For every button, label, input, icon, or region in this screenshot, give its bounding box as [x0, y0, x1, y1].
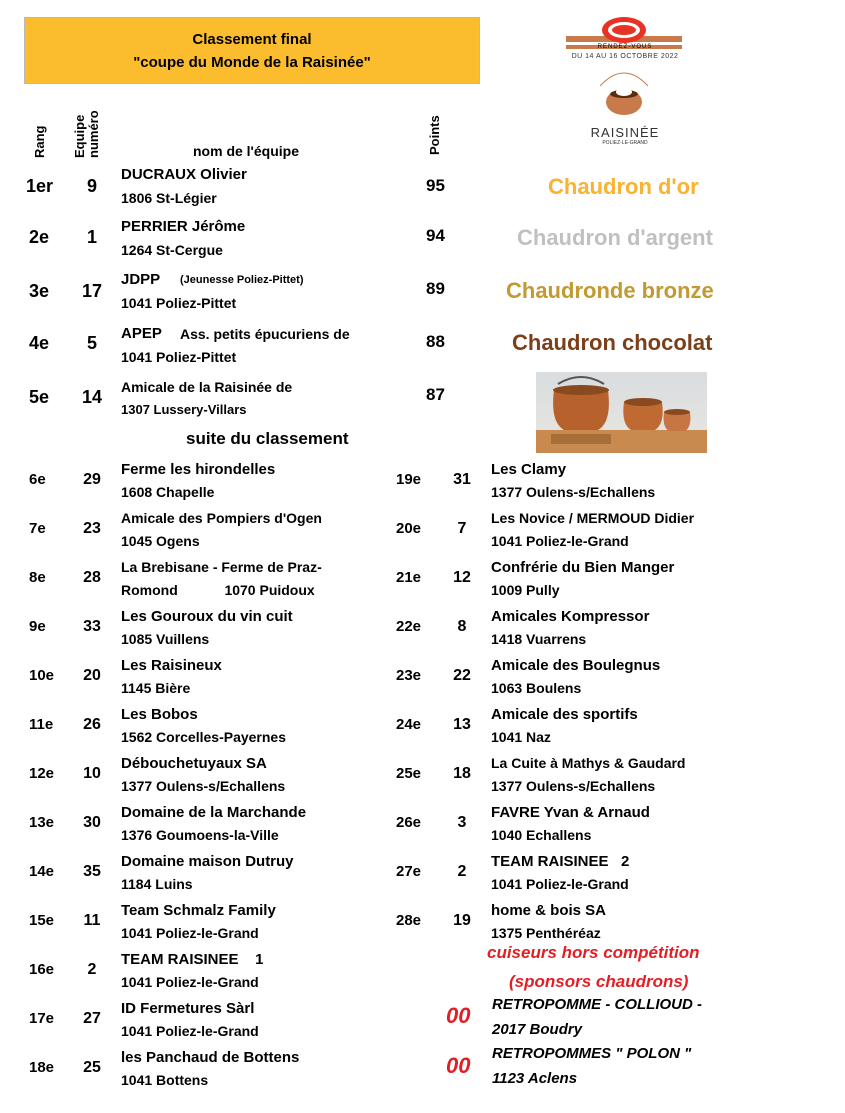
rank: 16e: [29, 961, 55, 978]
team-number: 11: [83, 912, 101, 929]
team-number: 12: [453, 569, 471, 586]
rank: 15e: [29, 912, 55, 929]
rank: 11e: [29, 716, 54, 733]
rank: 2e: [29, 227, 50, 247]
points: 94: [426, 226, 445, 245]
team-city: 1377 Oulens-s/Echallens: [491, 484, 656, 500]
award-gold: Chaudron d'or: [548, 174, 699, 199]
team-city: 1063 Boulens: [491, 680, 582, 696]
team-city: 1009 Pully: [491, 582, 560, 598]
rank: 18e: [29, 1059, 55, 1076]
header-nom: nom de l'équipe: [193, 143, 300, 159]
header-equipe: [73, 110, 101, 158]
team-number: 29: [83, 471, 101, 488]
header-numero-word: numéro: [86, 110, 101, 158]
team-number: 26: [83, 716, 101, 733]
rank: 22e: [396, 618, 422, 635]
rank: 1er: [26, 176, 54, 196]
team-city: 1377 Oulens-s/Echallens: [121, 778, 286, 794]
rank: 8e: [29, 569, 46, 586]
team-name: Amicale de la Raisinée de: [121, 379, 293, 395]
rank: 17e: [29, 1010, 55, 1027]
team-city: 1041 Poliez-le-Grand: [491, 876, 629, 892]
rank: 7e: [29, 520, 46, 537]
team-name: les Panchaud de Bottens: [121, 1049, 300, 1066]
rank: 19e: [396, 471, 422, 488]
team-name: PERRIER Jérôme: [121, 218, 246, 235]
team-number: 7: [457, 520, 467, 537]
team-number: 17: [81, 281, 103, 301]
sponsor-name: RETROPOMMES " POLON ": [492, 1045, 692, 1062]
team-name: APEP: [121, 325, 162, 342]
team-number: 1: [86, 227, 97, 247]
team-city: 1041 Poliez-le-Grand: [121, 1023, 259, 1039]
team-name: Les Clamy: [491, 461, 567, 478]
rank: 25e: [396, 765, 422, 782]
team-city: 1041 Poliez-le-Grand: [121, 974, 259, 990]
team-city: 1041 Poliez-le-Grand: [491, 533, 629, 549]
points: 95: [426, 176, 445, 195]
rank: 27e: [396, 863, 422, 880]
points: 88: [426, 332, 445, 351]
title-line-2: "coupe du Monde de la Raisinée": [133, 54, 371, 71]
team-name: Team Schmalz Family: [121, 902, 276, 919]
header-equipe-word: Equipe: [72, 114, 87, 158]
points: 87: [426, 385, 445, 404]
team-city: 1264 St-Cergue: [121, 242, 223, 258]
rank: 26e: [396, 814, 422, 831]
team-city: 1377 Oulens-s/Echallens: [491, 778, 656, 794]
rank: 28e: [396, 912, 422, 929]
team-city: 1041 Bottens: [121, 1072, 209, 1088]
team-city: 1085 Vuillens: [121, 631, 210, 647]
team-city: 1418 Vuarrens: [491, 631, 587, 647]
team-city: 1041 Naz: [491, 729, 551, 745]
team-note: Ass. petits épucuriens de: [180, 326, 350, 342]
title-box: [24, 17, 480, 84]
team-name: TEAM RAISINEE 2: [491, 853, 630, 870]
team-number: 8: [457, 618, 467, 635]
team-name: Amicale des Boulegnus: [491, 657, 661, 674]
team-city: Romond 1070 Puidoux: [121, 582, 315, 598]
team-city: 1145 Bière: [121, 680, 191, 696]
team-name: Les Raisineux: [121, 657, 222, 674]
rank: 6e: [29, 471, 46, 488]
team-name: Confrérie du Bien Manger: [491, 559, 675, 576]
team-city: 1608 Chapelle: [121, 484, 215, 500]
team-number: 14: [81, 387, 103, 407]
team-name: TEAM RAISINEE 1: [121, 951, 264, 968]
team-city: 1562 Corcelles-Payernes: [121, 729, 286, 745]
sponsor-score: 00: [446, 1003, 471, 1028]
logo-rendez: RENDEZ-VOUS: [597, 44, 653, 50]
team-number: 22: [453, 667, 471, 684]
award-silver: Chaudron d'argent: [517, 225, 713, 250]
rank: 20e: [396, 520, 422, 537]
team-name: JDPP: [121, 271, 161, 288]
award-bronze: Chaudronde bronze: [506, 278, 714, 303]
team-city: 1045 Ogens: [121, 533, 200, 549]
cauldrons-image: [536, 372, 707, 453]
event-logo: [560, 14, 690, 149]
team-name: Les Novice / MERMOUD Didier: [491, 510, 695, 526]
team-number: 33: [83, 618, 101, 635]
header-points: Points: [427, 115, 442, 155]
team-number: 35: [83, 863, 101, 880]
team-name: La Cuite à Mathys & Gaudard: [491, 755, 686, 771]
team-name: La Brebisane - Ferme de Praz-: [121, 559, 322, 575]
cauldrons-photo: [536, 372, 707, 453]
hors-subtitle: (sponsors chaudrons): [509, 972, 689, 991]
team-number: 10: [83, 765, 101, 782]
award-chocolate: Chaudron chocolat: [512, 330, 713, 355]
sponsor-city: 2017 Boudry: [492, 1021, 583, 1038]
team-city: 1041 Poliez-le-Grand: [121, 925, 259, 941]
team-number: 19: [453, 912, 471, 929]
sponsor-name: RETROPOMME - COLLIOUD -: [492, 996, 702, 1013]
team-number: 31: [453, 471, 471, 488]
rank: 10e: [29, 667, 55, 684]
team-number: 2: [457, 863, 467, 880]
team-number: 30: [83, 814, 101, 831]
team-city: 1184 Luins: [121, 876, 193, 892]
title-line-1: Classement final: [192, 31, 312, 48]
team-name: Amicale des Pompiers d'Ogen: [121, 510, 322, 526]
logo-brand: RAISINÉE: [590, 125, 660, 140]
rank: 4e: [29, 333, 50, 353]
header-rang: Rang: [32, 125, 47, 158]
team-name: Amicale des sportifs: [491, 706, 638, 723]
sponsor-score: 00: [446, 1053, 471, 1078]
team-city: 1375 Penthéréaz: [491, 925, 601, 941]
team-city: 1806 St-Légier: [121, 190, 217, 206]
rank: 9e: [29, 618, 46, 635]
rank: 23e: [396, 667, 422, 684]
team-name: home & bois SA: [491, 902, 607, 919]
team-number: 3: [457, 814, 467, 831]
suite-title: suite du classement: [186, 429, 349, 448]
team-number: 27: [83, 1010, 101, 1027]
team-name: Les Gouroux du vin cuit: [121, 608, 293, 625]
team-city: 1041 Poliez-Pittet: [121, 295, 237, 311]
team-number: 25: [83, 1059, 101, 1076]
team-city: 1376 Goumoens-la-Ville: [121, 827, 279, 843]
rank: 5e: [29, 387, 50, 407]
sponsor-city: 1123 Aclens: [492, 1070, 578, 1087]
team-note: (Jeunesse Poliez-Pittet): [180, 274, 304, 286]
points: 89: [426, 279, 445, 298]
team-city: 1307 Lussery-Villars: [121, 402, 247, 417]
team-number: 20: [83, 667, 101, 684]
team-name: Domaine de la Marchande: [121, 804, 307, 821]
team-name: ID Fermetures Sàrl: [121, 1000, 255, 1017]
rank: 21e: [396, 569, 422, 586]
team-name: FAVRE Yvan & Arnaud: [491, 804, 650, 821]
rank: 24e: [396, 716, 422, 733]
logo-sub: POLIEZ-LE-GRAND: [602, 140, 648, 146]
logo-dates: DU 14 AU 16 OCTOBRE 2022: [571, 53, 679, 60]
rank: 14e: [29, 863, 55, 880]
rank: 13e: [29, 814, 55, 831]
team-city: 1041 Poliez-Pittet: [121, 349, 237, 365]
team-number: 5: [86, 333, 97, 353]
team-number: 28: [83, 569, 101, 586]
hors-title: cuiseurs hors compétition: [487, 943, 700, 962]
team-name: Les Bobos: [121, 706, 198, 723]
team-number: 23: [83, 520, 101, 537]
team-name: DUCRAUX Olivier: [121, 166, 247, 183]
team-number: 9: [86, 176, 97, 196]
team-name: Débouchetuyaux SA: [121, 755, 267, 772]
team-name: Domaine maison Dutruy: [121, 853, 294, 870]
team-number: 18: [453, 765, 471, 782]
rank: 12e: [29, 765, 55, 782]
team-city: 1040 Echallens: [491, 827, 592, 843]
team-number: 13: [453, 716, 471, 733]
team-name: Amicales Kompressor: [491, 608, 650, 625]
team-name: Ferme les hirondelles: [121, 461, 276, 478]
team-number: 2: [87, 961, 97, 978]
rank: 3e: [29, 281, 50, 301]
